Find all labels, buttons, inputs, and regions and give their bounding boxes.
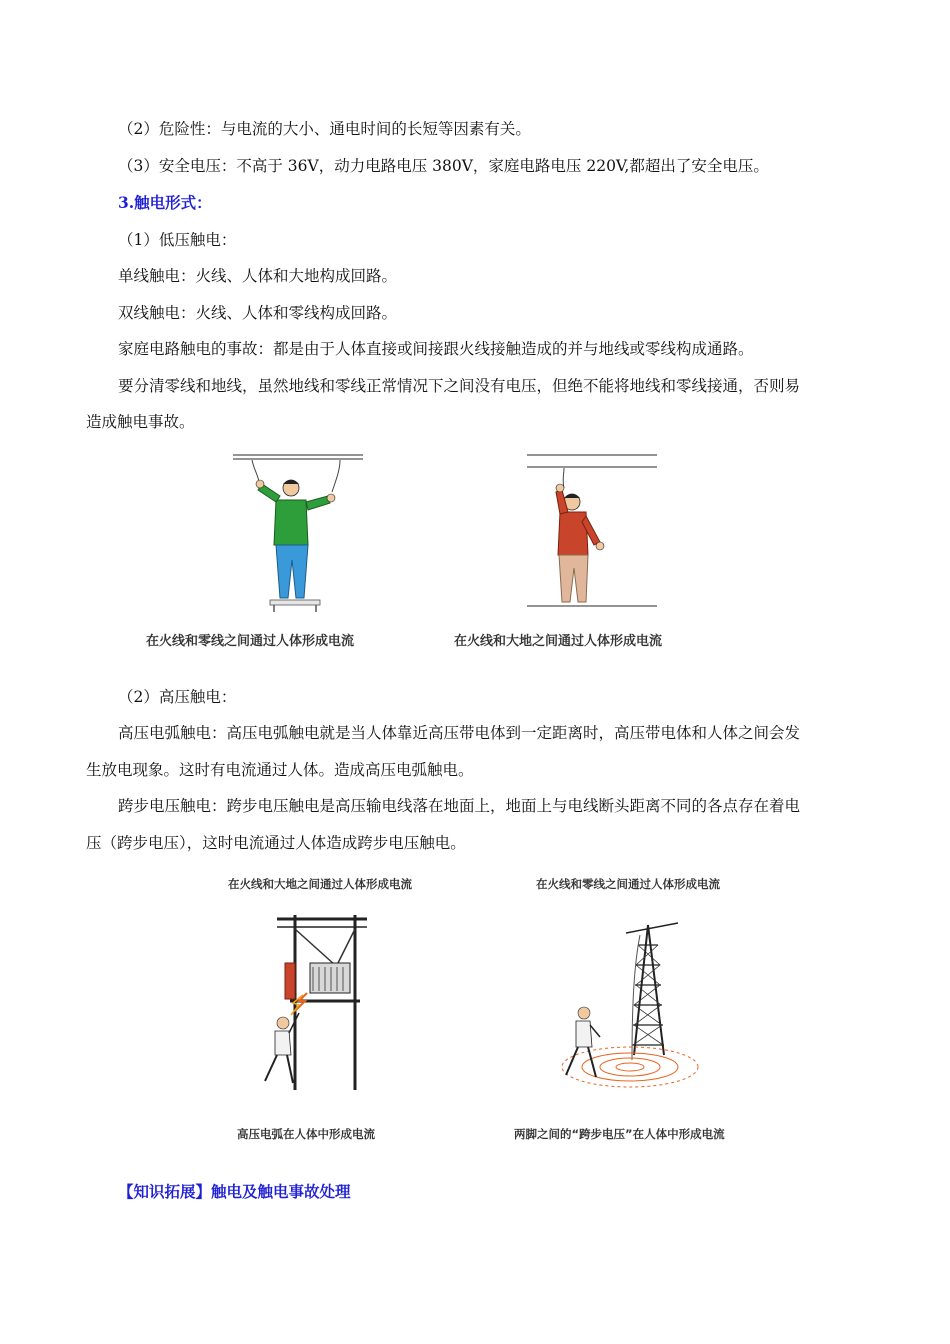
- heading-knowledge-extension: 【知识拓展】触电及触电事故处理: [118, 1182, 351, 1201]
- figure-live-ground: [522, 450, 662, 620]
- paragraph-household: 家庭电路触电的事故：都是由于人体直接或间接跟火线接触造成的并与地线或零线构成通路。: [118, 340, 754, 358]
- paragraph-arc-b: 生放电现象。这时有电流通过人体。造成高压电弧触电。: [86, 761, 474, 779]
- paragraph-single-line: 单线触电：火线、人体和大地构成回路。: [118, 267, 398, 285]
- figure1-caption: 在火线和零线之间通过人体形成电流: [146, 634, 355, 649]
- figure3-top-caption: 在火线和大地之间通过人体形成电流: [228, 877, 412, 891]
- paragraph-low-voltage: （1）低压触电：: [118, 231, 237, 249]
- figure-live-neutral: [228, 450, 368, 620]
- figure-step-voltage: [548, 905, 708, 1095]
- figure-hv-arc: [255, 905, 375, 1095]
- figure2-caption: 在火线和大地之间通过人体形成电流: [454, 634, 663, 649]
- figure4-top-caption: 在火线和零线之间通过人体形成电流: [536, 877, 720, 891]
- paragraph-step-a: 跨步电压触电：跨步电压触电是高压输电线落在地面上，地面上与电线断头距离不同的各点存在着电: [118, 797, 801, 815]
- paragraph-step-b: 压（跨步电压），这时电流通过人体造成跨步电压触电。: [86, 834, 466, 852]
- heading-shock-forms: 3.触电形式：: [118, 193, 212, 212]
- paragraph-distinguish-b: 造成触电事故。: [86, 413, 195, 431]
- paragraph-danger: （2）危险性：与电流的大小、通电时间的长短等因素有关。: [118, 120, 531, 138]
- paragraph-distinguish-a: 要分清零线和地线，虽然地线和零线正常情况下之间没有电压，但绝不能将地线和零线接通，否则易: [118, 377, 801, 395]
- figure4-caption: 两脚之间的“跨步电压”在人体中形成电流: [514, 1127, 725, 1141]
- paragraph-high-voltage: （2）高压触电：: [118, 688, 237, 706]
- figure3-caption: 高压电弧在人体中形成电流: [237, 1127, 375, 1141]
- paragraph-double-line: 双线触电：火线、人体和零线构成回路。: [118, 304, 398, 322]
- paragraph-arc-a: 高压电弧触电：高压电弧触电就是当人体靠近高压带电体到一定距离时，高压带电体和人体之间会发: [118, 724, 801, 742]
- paragraph-safe-voltage: （3）安全电压：不高于 36V，动力电路电压 380V，家庭电路电压 220V,都超出了安全电压。: [118, 157, 769, 175]
